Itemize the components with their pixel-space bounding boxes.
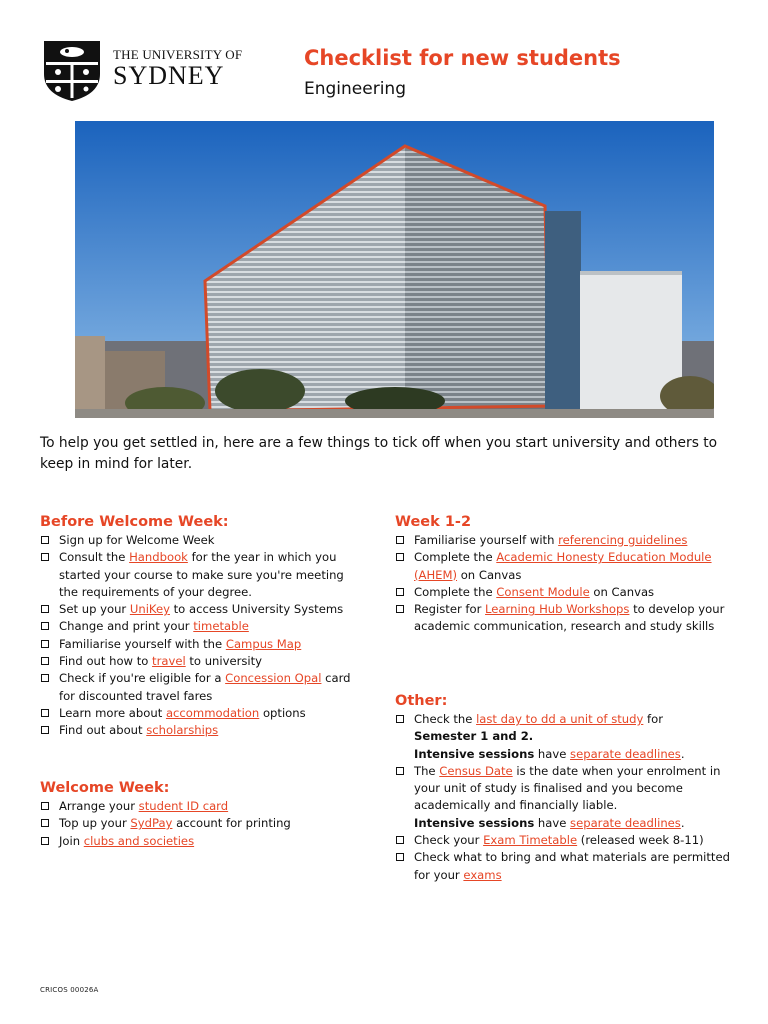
section-heading: Week 1-2 (395, 514, 472, 530)
timetable-link[interactable]: timetable (193, 619, 249, 634)
checklist (40, 798, 362, 850)
referencing-link[interactable]: referencing guidelines (558, 533, 688, 547)
page-title: Checklist for new students (304, 46, 621, 70)
section-other (395, 693, 740, 884)
checklist-item: Set up your UniKey to access University Systems (40, 601, 362, 618)
checklist-item: Find out about scholarships (40, 722, 362, 739)
checkbox-icon[interactable] (41, 709, 49, 717)
checklist-item: Consult the Handbook for the year in which you started your course to make sure you're meeting the requirements of your degree. (40, 549, 362, 601)
sydpay-link[interactable]: SydPay (130, 816, 173, 831)
checkbox-icon[interactable] (396, 553, 404, 561)
separate-deadlines-link[interactable]: separate deadlines (570, 746, 681, 761)
checkbox-icon[interactable] (41, 837, 49, 845)
checkbox-icon[interactable] (41, 553, 49, 561)
checkbox-icon[interactable] (41, 640, 49, 648)
concession-opal-link[interactable]: Concession Opal (225, 671, 322, 686)
scholarships-link[interactable]: scholarships (146, 723, 219, 738)
checklist-item: Familiarise yourself with referencing guidelines (395, 532, 740, 549)
student-id-link[interactable]: student ID card (138, 799, 229, 813)
cricos-code: CRICOS 00026A (40, 986, 99, 994)
checkbox-icon[interactable] (41, 536, 49, 544)
checkbox-icon[interactable] (41, 605, 49, 613)
university-name-line1: THE UNIVERSITY OF (113, 47, 243, 62)
section-heading: Before Welcome Week: (40, 514, 229, 530)
checkbox-icon[interactable] (396, 715, 404, 723)
checkbox-icon[interactable] (396, 836, 404, 844)
university-crest-icon (43, 40, 101, 102)
checkbox-icon[interactable] (41, 622, 49, 630)
separate-deadlines-link[interactable]: separate deadlines (570, 815, 681, 830)
campus-map-link[interactable]: Campus Map (225, 636, 302, 651)
checklist-item: The Census Date is the date when your enrolment in your unit of study is finalised and you become academically and financially liable. Intensive sessions have separate deadlines. (395, 763, 740, 832)
checklist-item: Check your Exam Timetable (released week 8-11) (395, 832, 740, 849)
accommodation-link[interactable]: accommodation (165, 705, 260, 720)
page-subtitle: Engineering (304, 79, 406, 99)
checklist-item: Complete the Academic Honesty Education Module (AHEM) on Canvas (395, 549, 740, 584)
checkbox-icon[interactable] (396, 767, 404, 775)
exam-timetable-link[interactable]: Exam Timetable (483, 833, 578, 848)
checklist (395, 711, 740, 884)
checkbox-icon[interactable] (41, 819, 49, 827)
travel-link[interactable]: travel (152, 654, 186, 669)
learning-hub-link[interactable]: Learning Hub Workshops (485, 602, 630, 617)
checklist (395, 532, 740, 636)
ahem-link[interactable]: Academic Honesty Education Module (AHEM) (414, 550, 712, 582)
checklist-item: Check the last day to dd a unit of study for Semester 1 and 2. Intensive sessions have separate deadlines. (395, 711, 740, 763)
building-photo (75, 121, 714, 418)
section-heading: Welcome Week: (40, 780, 170, 796)
checklist-item: Sign up for Welcome Week (40, 532, 362, 549)
census-date-link[interactable]: Census Date (439, 763, 513, 778)
checklist-item: Learn more about accommodation options (40, 705, 362, 722)
checkbox-icon[interactable] (396, 536, 404, 544)
checklist-item: Arrange your student ID card (40, 798, 362, 815)
section-before-welcome-week (40, 514, 362, 740)
university-name-line2: SYDNEY (113, 61, 225, 90)
exams-link[interactable]: exams (463, 867, 502, 882)
university-wordmark (113, 48, 242, 89)
checkbox-icon[interactable] (396, 853, 404, 861)
checklist-item: Check what to bring and what materials are permitted for your exams (395, 849, 740, 884)
checklist-item: Change and print your timetable (40, 618, 362, 635)
checklist-item: Find out how to travel to university (40, 653, 362, 670)
section-welcome-week (40, 780, 362, 850)
checklist-item: Check if you're eligible for a Concession Opal card for discounted travel fares (40, 670, 362, 705)
intro-text: To help you get settled in, here are a few things to tick off when you start university and others to keep in mind for later. (40, 435, 718, 472)
checklist-item: Top up your SydPay account for printing (40, 815, 362, 832)
last-day-link[interactable]: last day to dd a unit of study (476, 712, 644, 726)
checklist-item: Familiarise yourself with the Campus Map (40, 636, 362, 653)
handbook-link[interactable]: Handbook (129, 550, 188, 565)
checkbox-icon[interactable] (41, 657, 49, 665)
checkbox-icon[interactable] (396, 605, 404, 613)
section-week-1-2 (395, 514, 740, 636)
consent-module-link[interactable]: Consent Module (496, 584, 590, 599)
checkbox-icon[interactable] (396, 588, 404, 596)
checklist (40, 532, 362, 740)
unikey-link[interactable]: UniKey (129, 602, 170, 617)
semester-note: Semester 1 and 2. (414, 729, 534, 744)
checkbox-icon[interactable] (41, 726, 49, 734)
checklist-item: Join clubs and societies (40, 833, 362, 850)
checkbox-icon[interactable] (41, 802, 49, 810)
checklist-item: Register for Learning Hub Workshops to develop your academic communication, research and study skills (395, 601, 740, 636)
section-heading: Other: (395, 693, 448, 709)
clubs-societies-link[interactable]: clubs and societies (83, 833, 195, 848)
checkbox-icon[interactable] (41, 674, 49, 682)
checklist-item: Complete the Consent Module on Canvas (395, 584, 740, 601)
